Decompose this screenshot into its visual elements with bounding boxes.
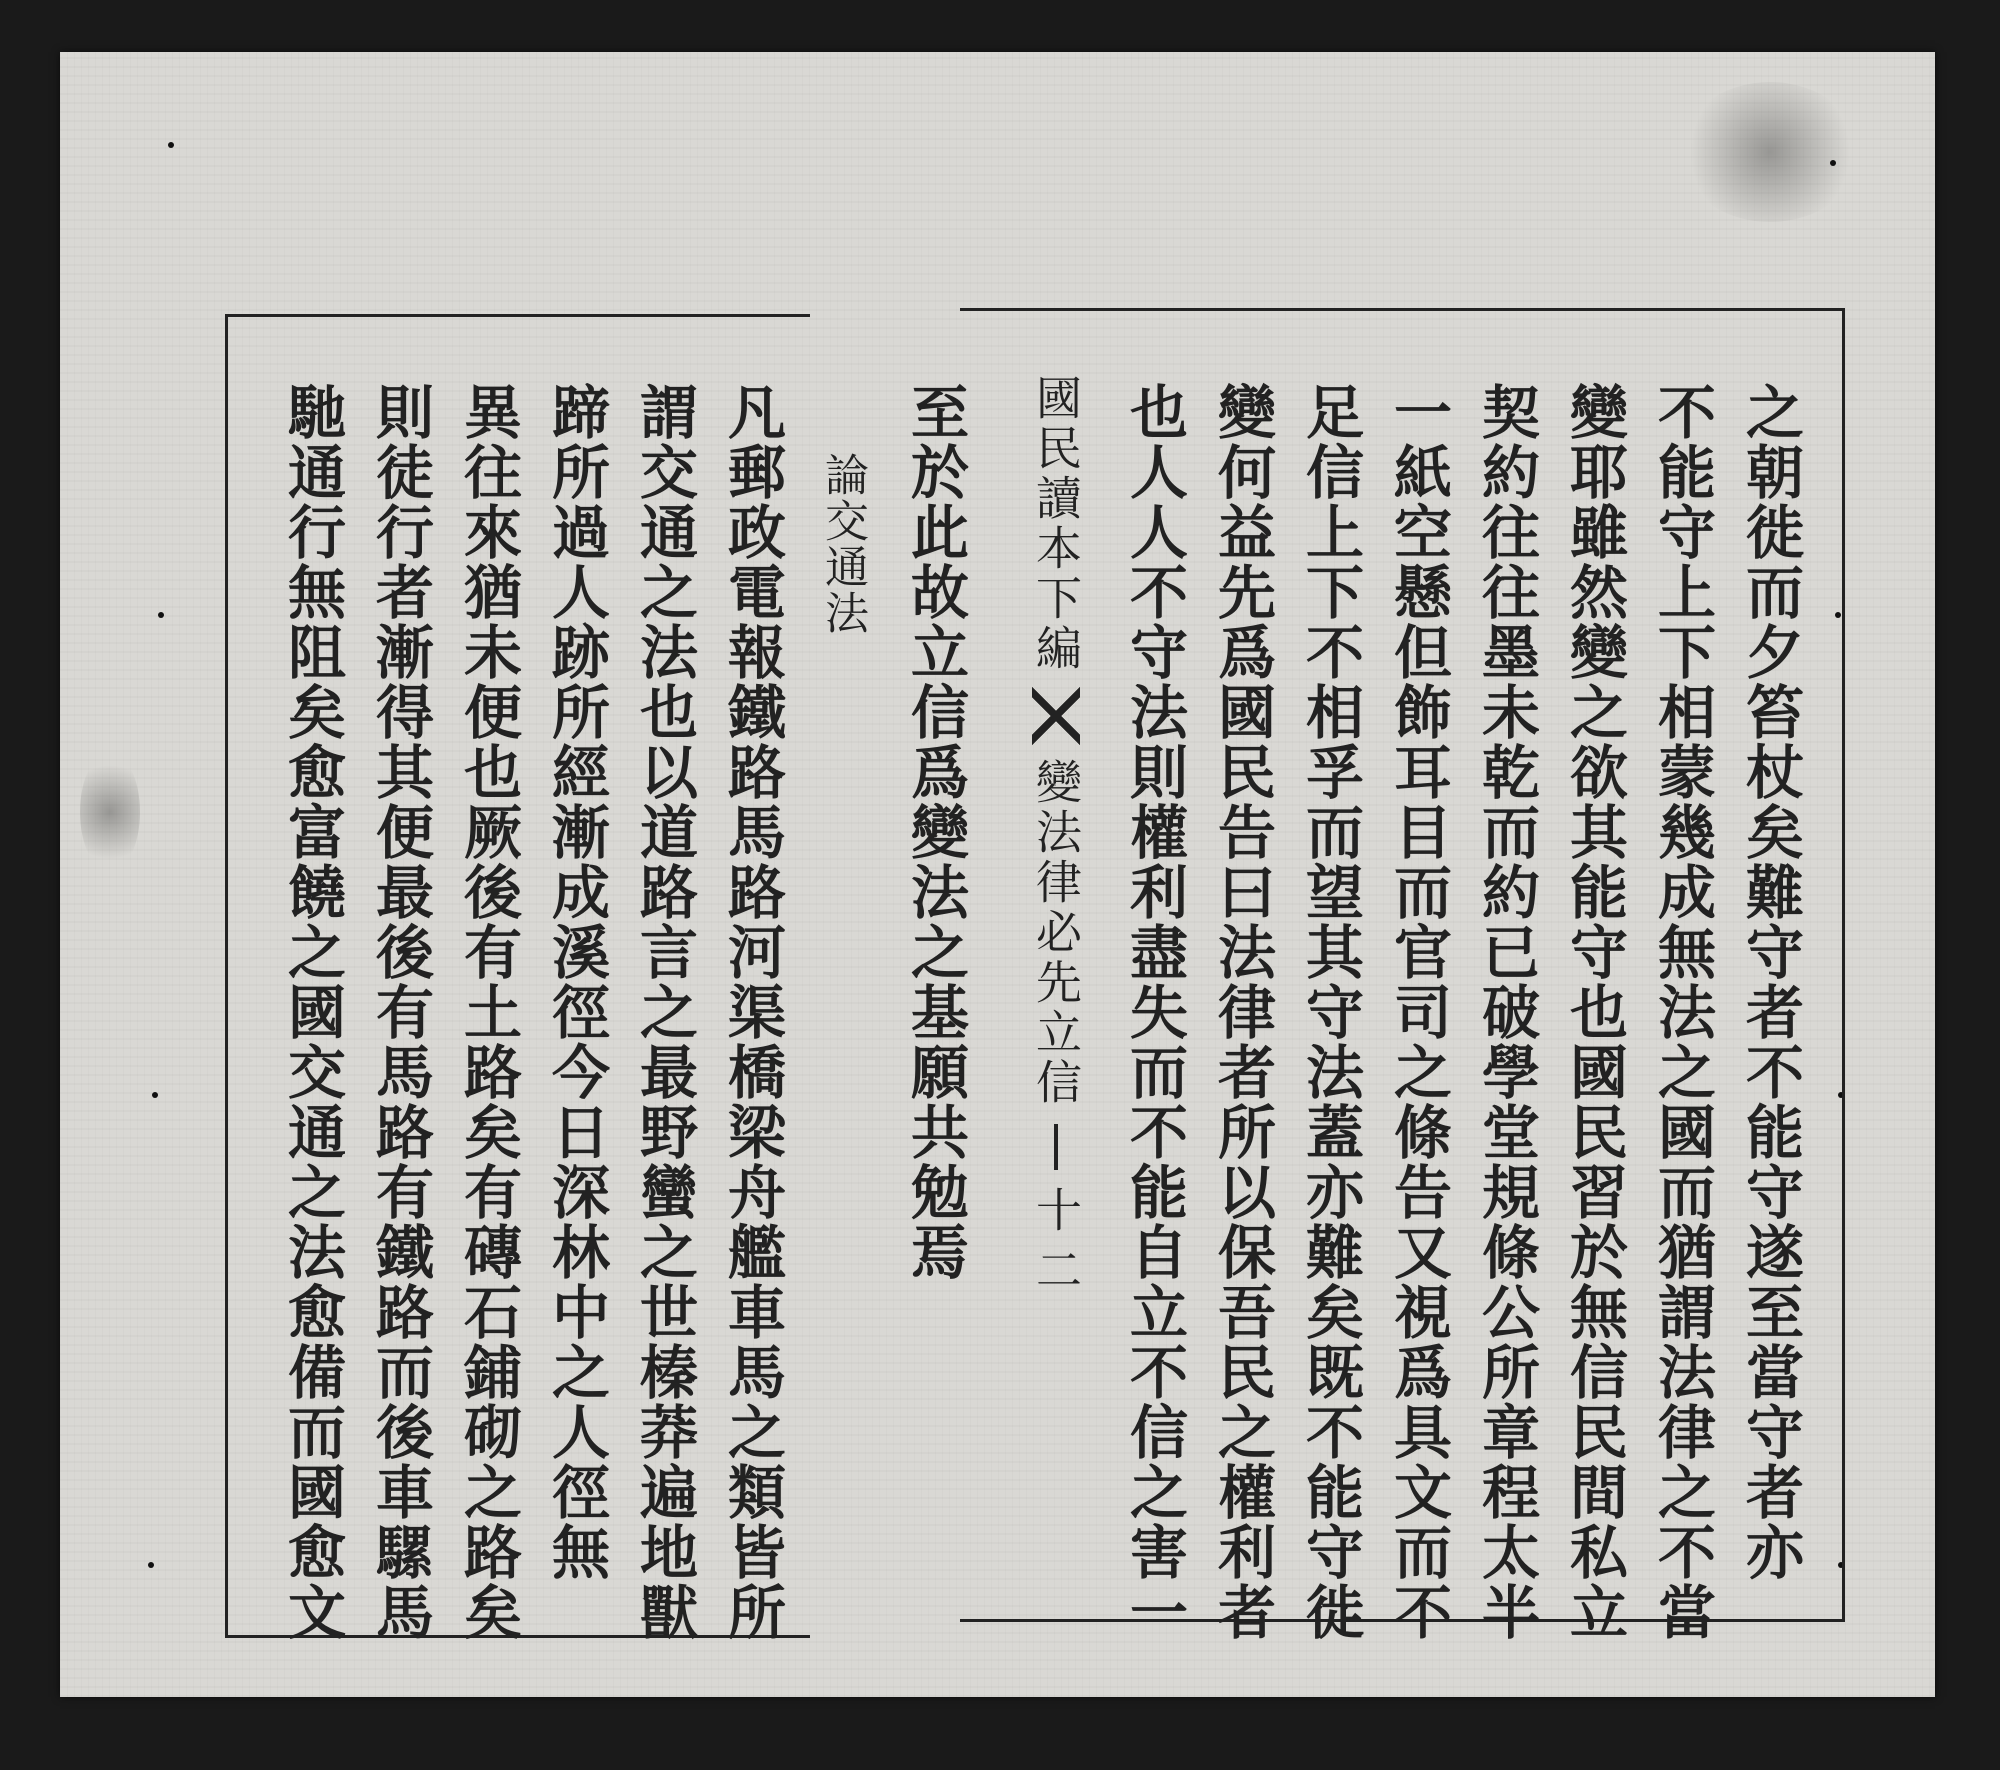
paper-sheet [60,52,1935,1697]
text-column: 足信上下不相孚而望其守法蓋亦難矣既不能守徙 [1296,382,1364,1642]
text-column: 凡郵政電報鐵路馬路河渠橋梁舟艦車馬之類皆所 [718,382,786,1642]
page-number: 十二 [1029,1186,1083,1306]
text-column: 馳通行無阻矣愈富饒之國交通之法愈備而國愈文 [278,382,346,1642]
text-column: 變何益先爲國民告曰法律者所以保吾民之權利者 [1208,382,1276,1642]
section-heading: 論交通法 [817,452,868,636]
text-column: 一紙空懸但飾耳目而官司之條告又視爲具文而不 [1384,382,1452,1642]
text-column: 之朝徙而夕笞杖矣難守者不能守遂至當守者亦 [1736,382,1804,1582]
text-column: 至於此故立信爲變法之基願共勉焉 [901,382,969,1282]
pin-hole [1830,160,1836,166]
text-column: 也人人不守法則權利盡失而不能自立不信之害一 [1120,382,1188,1642]
pin-hole [158,612,164,618]
text-column: 變耶雖然變之欲其能守也國民習於無信民間私立 [1560,382,1628,1642]
text-column: 異往來猶未便也厥後有土路矣有磚石鋪砌之路矣 [454,382,522,1642]
pin-hole [152,1092,158,1098]
divider-rule [1054,1124,1058,1170]
text-column: 則徒行者漸得其便最後有馬路有鐵路而後車騾馬 [366,382,434,1642]
text-column: 謂交通之法也以道路言之最野蠻之世榛莽遍地獸 [630,382,698,1642]
running-head [1026,374,1086,1614]
ink-stain [1680,82,1860,222]
text-column: 不能守上下相蒙幾成無法之國而猶謂法律之不當 [1648,382,1716,1642]
pin-hole [168,142,174,148]
pin-hole [148,1562,154,1568]
text-column: 蹄所過人跡所經漸成溪徑今日深林中之人徑無 [542,382,610,1582]
chapter-title: 變法律必先立信 [1029,758,1083,1108]
book-title: 國民讀本下編 [1029,374,1083,674]
ink-stain [80,752,140,872]
fish-tail-mark-icon [1032,686,1080,746]
text-column: 契約往往墨未乾而約已破學堂規條公所章程太半 [1472,382,1540,1642]
